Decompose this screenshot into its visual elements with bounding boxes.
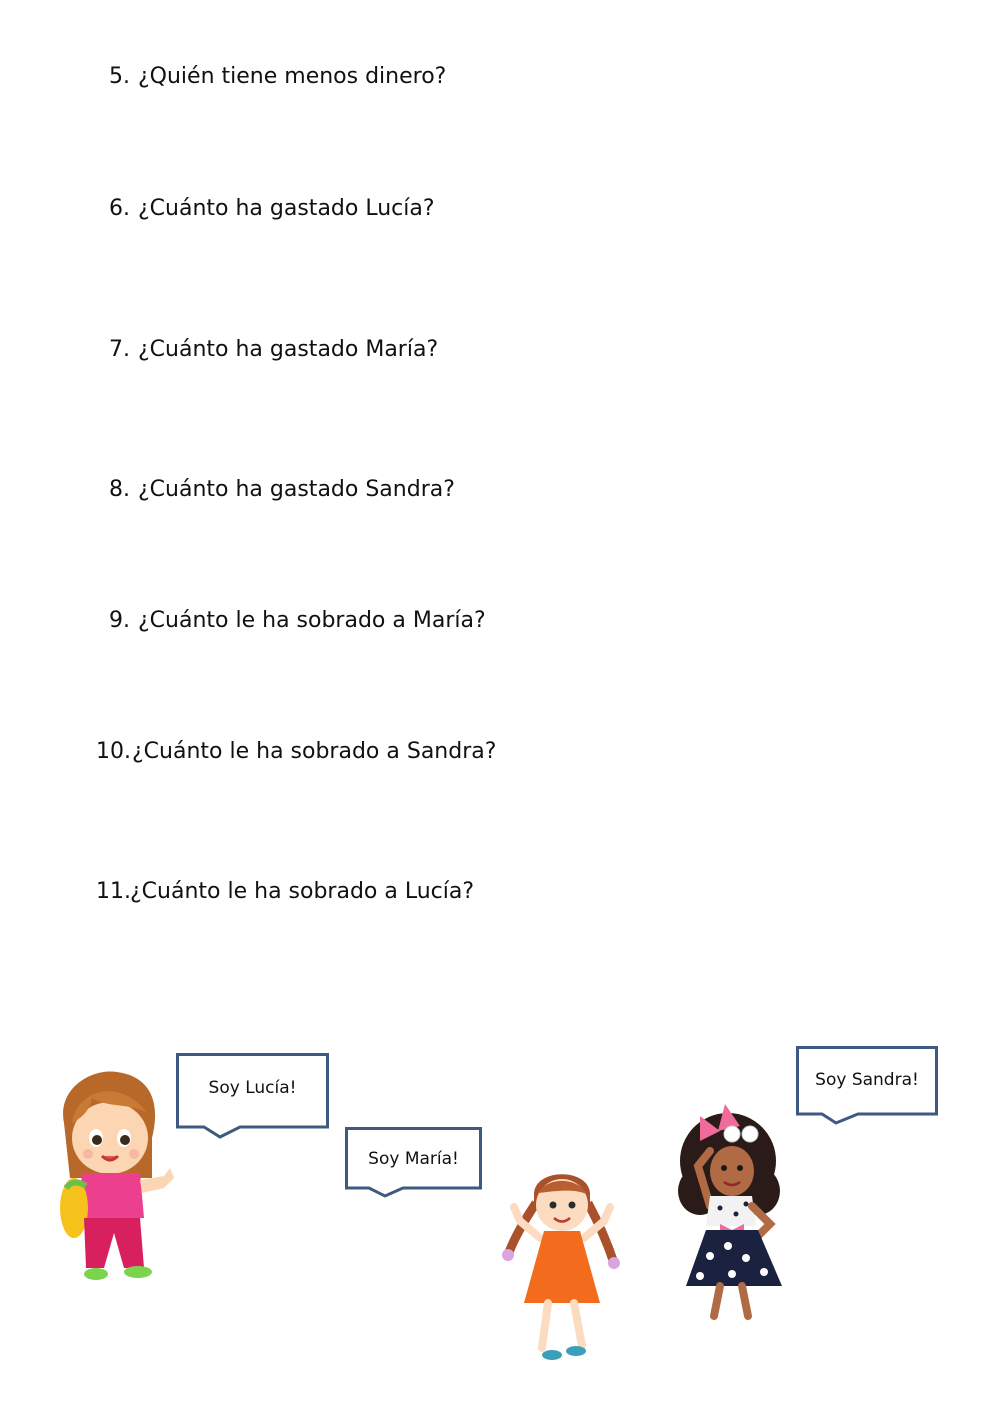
- girl-with-curly-hair-icon: [670, 1096, 785, 1324]
- question-11: [96, 879, 474, 904]
- speech-bubble-sandra: [796, 1046, 938, 1126]
- sandra-illustration: [670, 1096, 785, 1324]
- question-6: [96, 196, 435, 221]
- girl-with-braids-icon: [496, 1163, 631, 1368]
- maria-illustration: [496, 1163, 631, 1368]
- speech-bubble-lucia: [176, 1053, 329, 1139]
- question-10: [96, 739, 496, 764]
- bubble-text: Soy María!: [368, 1149, 459, 1169]
- question-number: 8.: [109, 477, 130, 502]
- speech-bubble-maria: [345, 1127, 482, 1197]
- question-number: 7.: [109, 337, 130, 362]
- question-number: 11.: [96, 879, 131, 904]
- question-number: 5.: [109, 64, 130, 89]
- question-text: ¿Cuánto ha gastado Sandra?: [138, 477, 455, 502]
- girl-with-backpack-icon: [52, 1068, 177, 1286]
- question-number: 6.: [109, 196, 130, 221]
- question-text: ¿Cuánto le ha sobrado a Lucía?: [130, 879, 475, 904]
- question-5: [96, 64, 446, 89]
- question-text: ¿Quién tiene menos dinero?: [138, 64, 447, 89]
- question-text: ¿Cuánto ha gastado Lucía?: [138, 196, 435, 221]
- question-7: [96, 337, 438, 362]
- bubble-text: Soy Lucía!: [208, 1078, 297, 1098]
- question-text: ¿Cuánto ha gastado María?: [138, 337, 439, 362]
- lucia-illustration: [52, 1068, 177, 1286]
- question-8: [96, 477, 455, 502]
- question-text: ¿Cuánto le ha sobrado a María?: [138, 608, 486, 633]
- question-text: ¿Cuánto le ha sobrado a Sandra?: [132, 739, 497, 764]
- question-number: 9.: [109, 608, 130, 633]
- question-number: 10.: [96, 739, 131, 764]
- question-9: [96, 608, 486, 633]
- bubble-text: Soy Sandra!: [815, 1070, 919, 1090]
